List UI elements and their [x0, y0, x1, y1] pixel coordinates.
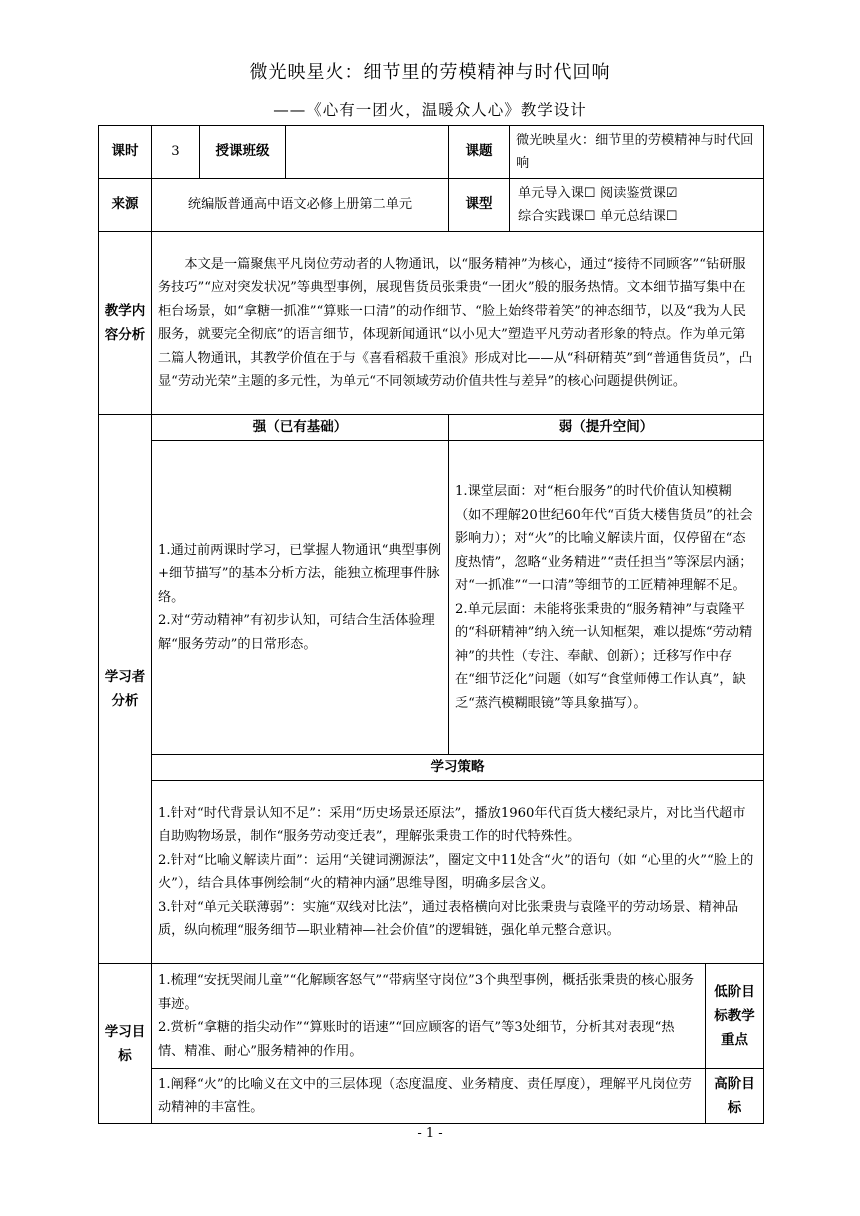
topic-value: 微光映星火：细节里的劳模精神与时代回响 — [510, 126, 764, 179]
weak-header: 弱（提升空间） — [449, 415, 764, 441]
content-analysis-label: 教学内容分析 — [99, 232, 152, 415]
topic-label: 课题 — [449, 126, 510, 179]
weak-item: 2.单元层面：未能将张秉贵的“服务精神”与袁隆平的“科研精神”纳入统一认知框架，难以提炼“劳动精神”的共性（专注、奉献、创新）；迁移写作中存在“细节泛化”问题（如写“食堂师傅工作认真”，缺乏“蒸汽模糊眼镜”等具象描写）。 — [455, 601, 753, 711]
row-source — [99, 179, 764, 232]
row-strong-weak-header — [99, 415, 764, 441]
lesson-plan-table — [98, 125, 764, 1124]
low-objective-item: 2.赏析“拿糖的指尖动作”“算账时的语速”“回应顾客的语气”等3处细节，分析其对表现“热情、精准、耐心”服务精神的作用。 — [158, 1020, 675, 1059]
low-objective-item: 1.梳理“安抚哭闹儿童”“化解顾客怒气”“带病坚守岗位”3个典型事例，概括张秉贵的核心服务事迹。 — [158, 973, 695, 1012]
content-analysis-cell — [152, 232, 764, 415]
source-label: 来源 — [99, 179, 152, 232]
row-content-analysis — [99, 232, 764, 415]
lesson-type-options-line-2: 综合实践课☐ 单元总结课☐ — [518, 209, 678, 224]
period-label: 课时 — [99, 126, 152, 179]
class-label: 授课班级 — [200, 126, 286, 179]
row-low-objectives — [99, 964, 764, 1069]
row-strong-weak-content — [99, 441, 764, 755]
content-analysis-text: 本文是一篇聚焦平凡岗位劳动者的人物通讯，以“服务精神”为核心，通过“接待不同顾客”“钻研服务技巧”“应对突发状况”等典型事例，展现售货员张秉贵“一团火”般的服务热情。文本细节描写集中在柜台场景，如“拿糖一抓准”“算账一口清”的动作细节、“脸上始终带着笑”的神态细节，以及“我为人民服务，就要完全彻底”的语言细节，体现新闻通讯“以小见大”塑造平凡劳动者形象的特点。作为单元第二篇人物通讯，其教学价值在于与《喜看稻菽千重浪》形成对比——从“科研精英”到“普通售货员”，凸显“劳动光荣”主题的多元性，为单元“不同领域劳动价值共性与差异”的核心问题提供例证。 — [158, 256, 753, 389]
weak-cell — [449, 441, 764, 755]
lesson-type-options-line-1: 单元导入课☐ 阅读鉴赏课☑ — [518, 186, 678, 201]
document-subtitle: ——《心有一团火，温暖众人心》教学设计 — [273, 101, 587, 119]
lesson-type-options — [510, 179, 764, 232]
class-value — [286, 126, 449, 179]
type-label: 课型 — [449, 179, 510, 232]
low-objectives-cell — [152, 964, 706, 1069]
strategy-cell — [152, 781, 764, 964]
learner-analysis-label: 学习者分析 — [99, 415, 152, 964]
strategy-item: 2.针对“比喻义解读片面”：运用“关键词溯源法”，圈定文中11处含“火”的语句（如 “心里的火”“脸上的火”），结合具体事例绘制“火的精神内涵”思维导图，明确多层含义。 — [158, 852, 754, 891]
row-basic-info — [99, 126, 764, 179]
weak-item: 1.课堂层面：对“柜台服务”的时代价值认知模糊（如不理解20世纪60年代“百货大楼售货员”的社会影响力）；对“火”的比喻义解读片面，仅停留在“态度热情”，忽略“业务精进”“责任担当”等深层内涵；对“一抓准”“一口清”等细节的工匠精神理解不足。 — [455, 484, 753, 593]
strong-header: 强（已有基础） — [152, 415, 449, 441]
strong-cell — [152, 441, 449, 755]
high-objective-item: 1.阐释“火”的比喻义在文中的三层体现（态度温度、业务精度、责任厚度），理解平凡岗位劳动精神的丰富性。 — [158, 1076, 692, 1115]
document-title: 微光映星火：细节里的劳模精神与时代回响 — [249, 62, 611, 83]
row-strategy-content — [99, 781, 764, 964]
source-value: 统编版普通高中语文必修上册第二单元 — [152, 179, 449, 232]
page-number: - 1 - — [417, 1126, 443, 1141]
strategy-header: 学习策略 — [152, 755, 764, 781]
low-objective-tag: 低阶目标教学重点 — [706, 964, 764, 1069]
high-objective-tag: 高阶目标 — [706, 1069, 764, 1124]
row-high-objectives — [99, 1069, 764, 1124]
period-value: 3 — [152, 126, 200, 179]
strategy-item: 3.针对“单元关联薄弱”：实施“双线对比法”，通过表格横向对比张秉贵与袁隆平的劳动场景、精神品质，纵向梳理“服务细节—职业精神—社会价值”的逻辑链，强化单元整合意识。 — [158, 899, 739, 938]
strong-item: 2.对“劳动精神”有初步认知，可结合生活体验理解“服务劳动”的日常形态。 — [158, 613, 435, 652]
row-strategy-header — [99, 755, 764, 781]
strong-item: 1.通过前两课时学习，已掌握人物通讯“典型事例+细节描写”的基本分析方法，能独立梳理事件脉络。 — [158, 542, 442, 605]
high-objectives-cell — [152, 1069, 706, 1124]
strategy-item: 1.针对“时代背景认知不足”：采用“历史场景还原法”，播放1960年代百货大楼纪录片，对比当代超市自助购物场景，制作“服务劳动变迁表”，理解张秉贵工作的时代特殊性。 — [158, 805, 746, 844]
objectives-label: 学习目标 — [99, 964, 152, 1124]
